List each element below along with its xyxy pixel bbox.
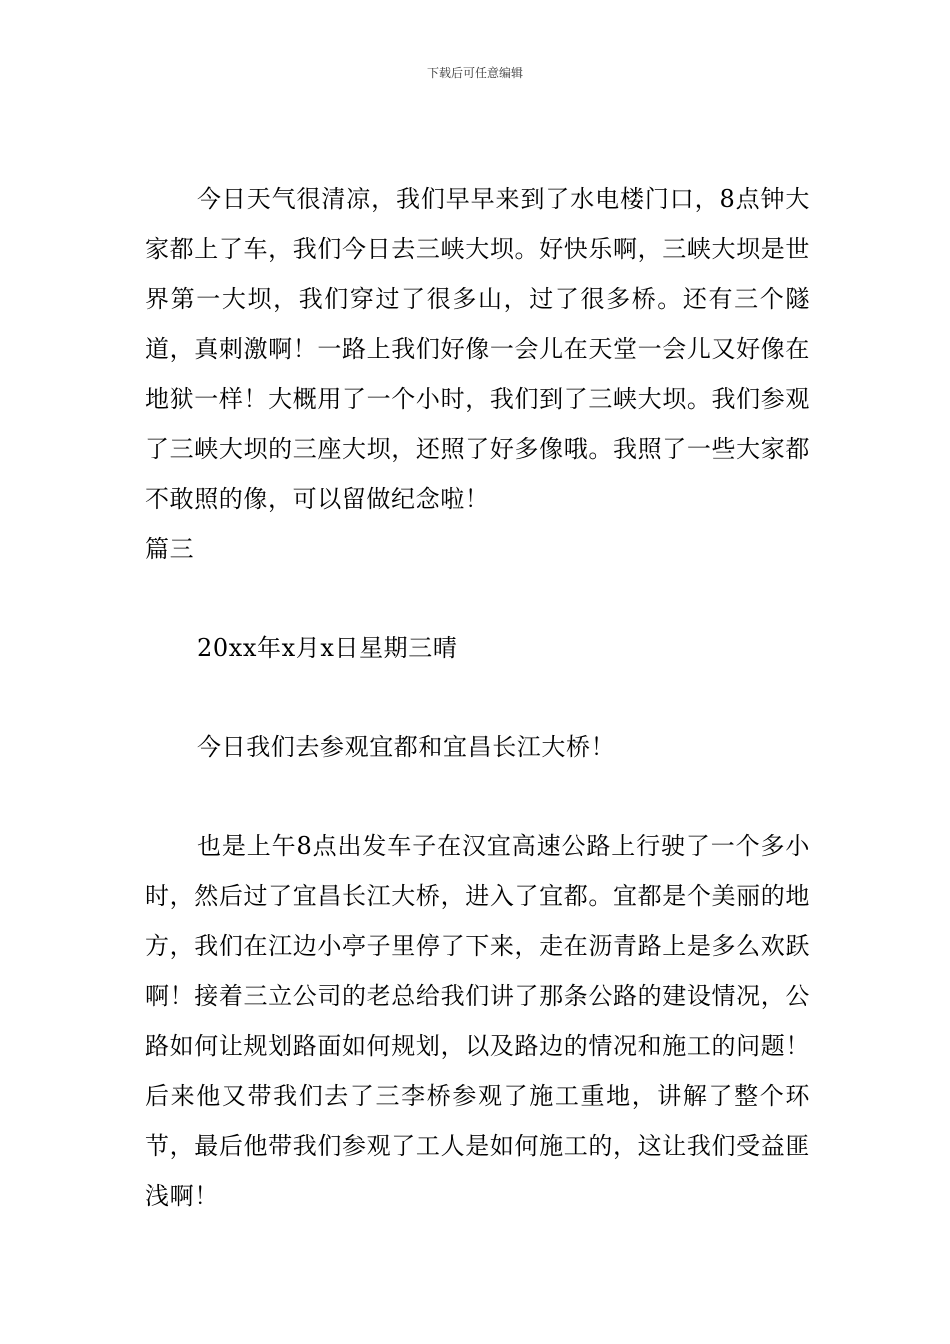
- paragraph-2: [145, 722, 810, 772]
- page-header: 下载后可任意编辑: [426, 66, 523, 80]
- paragraph-1: [145, 174, 810, 524]
- paragraph-3-text: 也是上午8点出发车子在汉宜高速公路上行驶了一个多小时，然后过了宜昌长江大桥，进入了宜都。宜都是个美丽的地方，我们在江边小亭子里停了下来，走在沥青路上是多么欢跃啊！接着三立公司的老总给我们讲了那条公路的建设情况，公路如何让规划路面如何规划，以及路边的情况和施工的问题！后来他又带我们去了三李桥参观了施工重地，讲解了整个环节，最后他带我们参观了工人是如何施工的，这让我们受益匪浅啊！: [145, 832, 810, 1210]
- section-heading: [145, 524, 810, 574]
- paragraph-3: [145, 821, 810, 1221]
- paragraph-1-text: 今日天气很清凉，我们早早来到了水电楼门口，8点钟大家都上了车，我们今日去三峡大坝。好快乐啊，三峡大坝是世界第一大坝，我们穿过了很多山，过了很多桥。还有三个隧道，真刺激啊！一路上我们好像一会儿在天堂一会儿又好像在地狱一样！大概用了一个小时，我们到了三峡大坝。我们参观了三峡大坝的三座大坝，还照了好多像哦。我照了一些大家都不敢照的像，可以留做纪念啦！: [145, 185, 810, 513]
- date-line: [145, 623, 810, 673]
- section-heading-text: 篇三: [145, 535, 195, 563]
- date-line-text: 20xx年x月x日星期三晴: [197, 634, 458, 662]
- paragraph-2-text: 今日我们去参观宜都和宜昌长江大桥！: [197, 733, 616, 761]
